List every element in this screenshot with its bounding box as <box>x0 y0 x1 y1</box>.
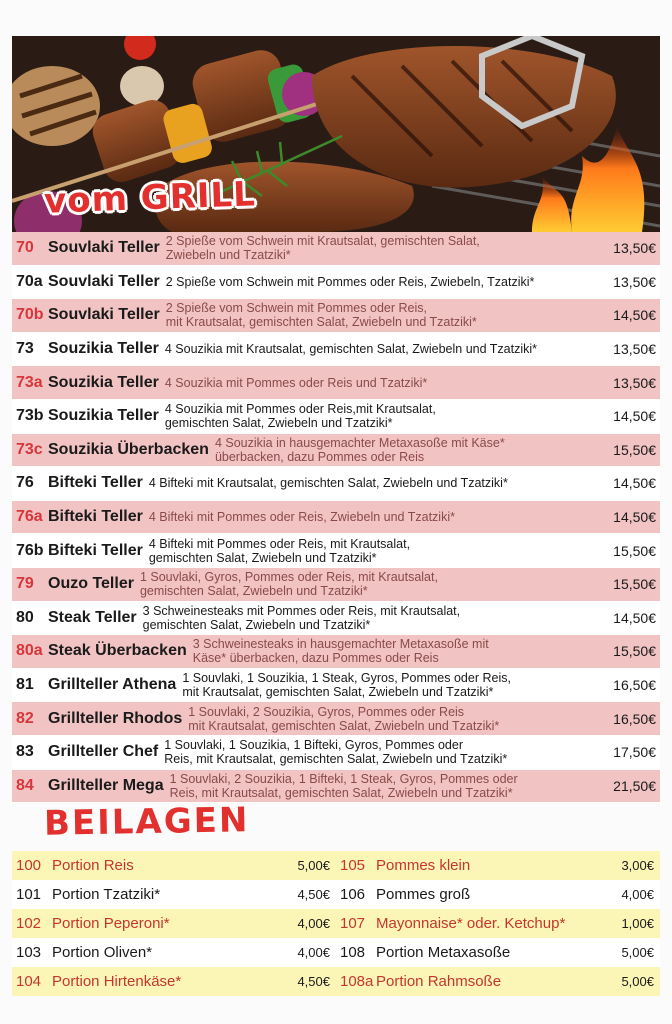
item-description: 4 Souzikia mit Krautsalat, gemischten Salat, Zwiebeln und Tzatziki* <box>164 342 538 357</box>
side-price: 4,50€ <box>297 974 330 989</box>
side-item <box>12 909 336 938</box>
item-number: 73 <box>16 340 34 358</box>
item-name: Bifteki Teller <box>48 508 143 526</box>
side-number: 103 <box>16 944 42 961</box>
item-price: 13,50€ <box>613 240 656 257</box>
menu-item-row <box>12 366 660 400</box>
side-price: 5,00€ <box>621 974 654 989</box>
item-description: 4 Souzikia mit Pommes oder Reis,mit Krautsalat, gemischten Salat, Zwiebeln und Tzatziki* <box>164 402 436 431</box>
item-name: Souvlaki Teller <box>48 272 160 290</box>
sides-heading: BEILAGEN <box>43 800 250 844</box>
side-name: Portion Hirtenkäse* <box>52 973 182 990</box>
item-number: 76b <box>16 541 44 559</box>
menu-item-row <box>12 467 660 501</box>
item-price: 14,50€ <box>613 307 656 324</box>
side-price: 4,00€ <box>621 887 654 902</box>
item-price: 16,50€ <box>613 710 656 727</box>
side-number: 108a <box>340 973 374 990</box>
item-description: 1 Souvlaki, 1 Souzikia, 1 Bifteki, Gyros, Pommes oder Reis, mit Krautsalat, gemischten Salat, Zwiebeln und Tzatziki* <box>164 738 508 767</box>
menu-item-row <box>12 232 660 266</box>
item-price: 13,50€ <box>613 273 656 290</box>
item-number: 73b <box>16 407 44 425</box>
side-item <box>336 851 660 880</box>
item-number: 84 <box>16 776 34 794</box>
menu-item-row <box>12 400 660 434</box>
menu-item-row <box>12 568 660 602</box>
item-number: 70 <box>16 239 34 257</box>
side-number: 100 <box>16 857 42 874</box>
side-name: Mayonnaise* oder. Ketchup* <box>376 915 566 932</box>
item-name: Grillteller Mega <box>48 776 164 794</box>
item-number: 81 <box>16 676 34 694</box>
item-name: Bifteki Teller <box>48 541 143 559</box>
item-description: 1 Souvlaki, 2 Souzikia, 1 Bifteki, 1 Steak, Gyros, Pommes oder Reis, mit Krautsalat, gemischten Salat, Zwiebeln und Tzatziki* <box>169 771 518 800</box>
item-price: 14,50€ <box>613 475 656 492</box>
item-price: 15,50€ <box>613 576 656 593</box>
item-number: 79 <box>16 575 34 593</box>
item-name: Souzikia Überbacken <box>48 440 209 458</box>
side-number: 108 <box>340 944 366 961</box>
item-description: 2 Spieße vom Schwein mit Pommes oder Reis, mit Krautsalat, gemischten Salat, Zwiebeln und Tzatziki* <box>165 301 477 330</box>
item-price: 15,50€ <box>613 643 656 660</box>
side-number: 105 <box>340 857 366 874</box>
item-name: Grillteller Rhodos <box>48 709 183 727</box>
item-number: 80a <box>16 642 43 660</box>
item-number: 70a <box>16 272 43 290</box>
side-item <box>336 967 660 996</box>
menu-item-row <box>12 299 660 333</box>
item-number: 80 <box>16 608 34 626</box>
item-price: 15,50€ <box>613 542 656 559</box>
menu-item-row <box>12 602 660 636</box>
side-name: Portion Peperoni* <box>52 915 170 932</box>
item-name: Souzikia Teller <box>48 407 159 425</box>
item-price: 14,50€ <box>613 509 656 526</box>
side-price: 3,00€ <box>621 858 654 873</box>
side-name: Portion Reis <box>52 857 134 874</box>
side-row <box>12 938 660 967</box>
side-row <box>12 909 660 938</box>
side-number: 104 <box>16 973 42 990</box>
item-description: 1 Souvlaki, Gyros, Pommes oder Reis, mit Krautsalat, gemischten Salat, Zwiebeln und Tzatziki* <box>139 570 438 599</box>
side-name: Portion Tzatziki* <box>52 886 161 903</box>
menu-item-row <box>12 501 660 535</box>
item-name: Souvlaki Teller <box>48 306 160 324</box>
item-price: 13,50€ <box>613 341 656 358</box>
menu-item-row <box>12 736 660 770</box>
item-description: 4 Bifteki mit Krautsalat, gemischten Salat, Zwiebeln und Tzatziki* <box>148 476 508 491</box>
item-description: 4 Souzikia mit Pommes oder Reis und Tzatziki* <box>164 375 428 390</box>
item-number: 73a <box>16 373 43 391</box>
side-item <box>336 909 660 938</box>
side-row <box>12 967 660 996</box>
item-name: Ouzo Teller <box>48 575 134 593</box>
menu-item-row <box>12 770 660 804</box>
item-description: 1 Souvlaki, 2 Souzikia, Gyros, Pommes oder Reis mit Krautsalat, gemischten Salat, Zwiebeln und Tzatziki* <box>188 704 500 733</box>
item-description: 1 Souvlaki, 1 Souzikia, 1 Steak, Gyros, Pommes oder Reis, mit Krautsalat, gemischten Salat, Zwiebeln und Tzatziki* <box>182 671 511 700</box>
item-description: 4 Souzikia in hausgemachter Metaxasoße mit Käse* überbacken, dazu Pommes oder Reis <box>214 435 505 464</box>
side-price: 4,50€ <box>297 887 330 902</box>
item-name: Souvlaki Teller <box>48 239 160 257</box>
side-price: 4,00€ <box>297 945 330 960</box>
menu-item-row <box>12 669 660 703</box>
side-name: Portion Metaxasoße <box>376 944 511 961</box>
side-name: Portion Oliven* <box>52 944 153 961</box>
item-price: 13,50€ <box>613 374 656 391</box>
side-row <box>12 851 660 880</box>
side-price: 1,00€ <box>621 916 654 931</box>
grill-heading: vom GRILL <box>43 174 257 222</box>
item-number: 70b <box>16 306 44 324</box>
menu-item-row <box>12 635 660 669</box>
item-description: 3 Schweinesteaks mit Pommes oder Reis, mit Krautsalat, gemischten Salat, Zwiebeln und Tzatziki* <box>142 603 461 632</box>
item-name: Steak Teller <box>48 608 137 626</box>
menu-item-row <box>12 534 660 568</box>
item-number: 76 <box>16 474 34 492</box>
item-description: 2 Spieße vom Schwein mit Pommes oder Reis, Zwiebeln, Tzatziki* <box>165 274 535 289</box>
side-price: 5,00€ <box>297 858 330 873</box>
item-name: Grillteller Athena <box>48 676 177 694</box>
item-name: Souzikia Teller <box>48 373 159 391</box>
menu-item-row <box>12 333 660 367</box>
item-name: Bifteki Teller <box>48 474 143 492</box>
item-name: Grillteller Chef <box>48 743 159 761</box>
side-name: Pommes klein <box>376 857 471 874</box>
item-description: 4 Bifteki mit Pommes oder Reis, Zwiebeln und Tzatziki* <box>148 510 455 525</box>
item-name: Steak Überbacken <box>48 642 187 660</box>
side-item <box>12 938 336 967</box>
item-description: 4 Bifteki mit Pommes oder Reis, mit Krautsalat, gemischten Salat, Zwiebeln und Tzatziki* <box>148 536 411 565</box>
item-description: 3 Schweinesteaks in hausgemachter Metaxasoße mit Käse* überbacken, dazu Pommes oder Reis <box>192 637 489 666</box>
item-name: Souzikia Teller <box>48 340 159 358</box>
item-price: 16,50€ <box>613 677 656 694</box>
menu-item-row <box>12 434 660 468</box>
item-price: 21,50€ <box>613 777 656 794</box>
side-name: Portion Rahmsoße <box>376 973 502 990</box>
side-row <box>12 880 660 909</box>
side-number: 106 <box>340 886 366 903</box>
side-number: 107 <box>340 915 366 932</box>
item-price: 17,50€ <box>613 744 656 761</box>
side-item <box>12 967 336 996</box>
item-number: 82 <box>16 709 34 727</box>
grill-menu-list <box>12 232 660 803</box>
item-price: 15,50€ <box>613 441 656 458</box>
side-price: 5,00€ <box>621 945 654 960</box>
item-number: 83 <box>16 743 34 761</box>
item-number: 73c <box>16 440 43 458</box>
sides-menu-list <box>12 851 660 996</box>
menu-item-row <box>12 702 660 736</box>
item-description: 2 Spieße vom Schwein mit Krautsalat, gemischten Salat, Zwiebeln und Tzatziki* <box>165 234 480 263</box>
side-number: 102 <box>16 915 42 932</box>
side-name: Pommes groß <box>376 886 471 903</box>
side-item <box>336 880 660 909</box>
side-item <box>12 851 336 880</box>
side-item <box>12 880 336 909</box>
side-number: 101 <box>16 886 42 903</box>
side-price: 4,00€ <box>297 916 330 931</box>
menu-item-row <box>12 266 660 300</box>
item-price: 14,50€ <box>613 408 656 425</box>
item-price: 14,50€ <box>613 609 656 626</box>
item-number: 76a <box>16 508 43 526</box>
side-item <box>336 938 660 967</box>
